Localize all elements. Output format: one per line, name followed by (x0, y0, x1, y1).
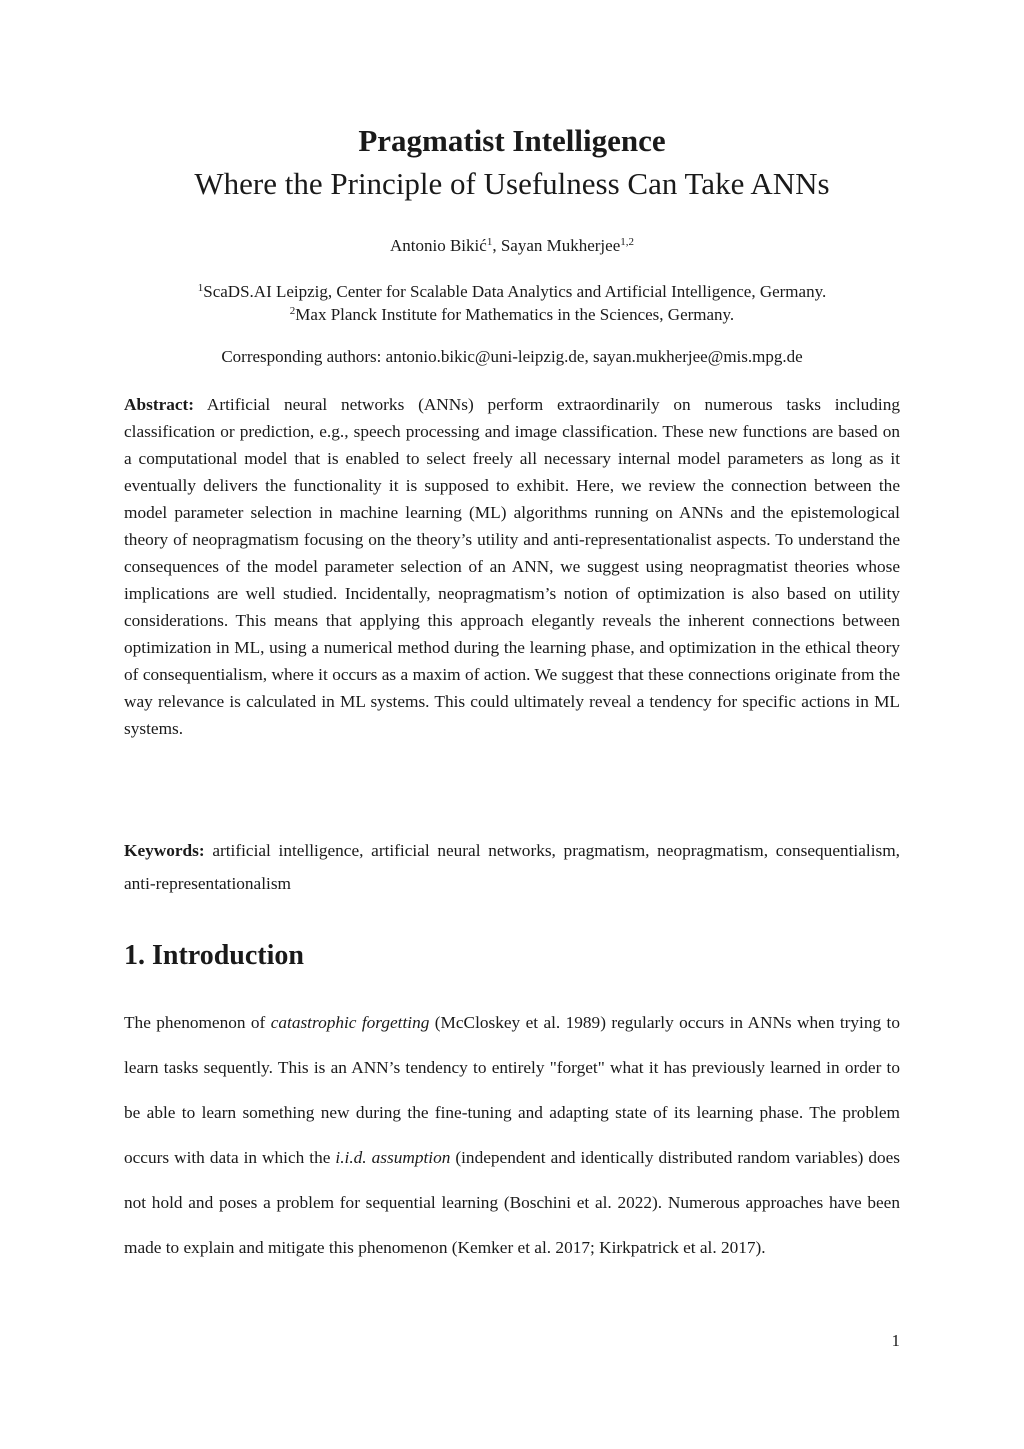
section-heading: 1. Introduction (124, 940, 304, 971)
intro-text: The phenomenon of (124, 1013, 271, 1032)
corresponding-authors: Corresponding authors: antonio.bikic@uni-leipzig.de, sayan.mukherjee@mis.mpg.de (221, 347, 803, 366)
affiliation-text: ScaDS.AI Leipzig, Center for Scalable Data Analytics and Artificial Intelligence, Germany. (203, 282, 827, 301)
introduction-paragraph (124, 1000, 900, 1270)
affiliation (0, 303, 1024, 326)
intro-emphasis: i.i.d. assumption (335, 1148, 451, 1167)
keywords-text: artificial intelligence, artificial neural networks, pragmatism, neopragmatism, consequentialism, anti-representationalism (124, 841, 900, 893)
affiliation-marker: 2 (289, 305, 296, 317)
affiliation (0, 280, 1024, 303)
author-name: Antonio Bikić (390, 236, 487, 255)
intro-text: (independent and identically distributed random variables) does not hold and poses a problem for sequential learning (Boschini et al. 2022). Numerous approaches have been made to explain and mitigate this phenomenon (Kemker et al. 2017; Kirkpatrick et al. 2017). (124, 1148, 901, 1257)
intro-text: (McCloskey et al. 1989) regularly occurs in ANNs when trying to learn tasks sequently. This is an ANN’s tendency to entirely "forget" what it has previously learned in order to be able to learn something new during the fine-tuning and adapting state of its learning phase. The problem occurs with data in which the (124, 1013, 900, 1167)
affiliation-text: Max Planck Institute for Mathematics in the Sciences, Germany. (295, 305, 735, 324)
affiliation-marker: 1 (197, 282, 204, 294)
intro-emphasis: catastrophic forgetting (270, 1013, 430, 1032)
author-name: Sayan Mukherjee (500, 236, 621, 255)
title-block (0, 120, 1024, 206)
author-separator: , (492, 236, 501, 255)
paper-subtitle: Where the Principle of Usefulness Can Take ANNs (194, 166, 830, 201)
abstract-label: Abstract: (124, 395, 195, 414)
author-affiliation-marker: 1 (486, 236, 493, 248)
paper-title: Pragmatist Intelligence (358, 123, 666, 158)
author-affiliation-marker: 1,2 (620, 236, 634, 248)
keywords-label: Keywords: (124, 841, 205, 860)
abstract (124, 391, 900, 742)
page-number: 1 (891, 1331, 900, 1350)
author-list (0, 234, 1024, 258)
abstract-text: Artificial neural networks (ANNs) perform extraordinarily on numerous tasks including classification or prediction, e.g., speech processing and image classification. These new functions are based on a computational model that is enabled to select freely all necessary internal model parameters as long as it eventually delivers the functionality it is supposed to exhibit. Here, we review the connection between the model parameter selection in machine learning (ML) algorithms running on ANNs and the epistemological theory of neopragmatism focusing on the theory’s utility and anti-representationalist aspects. To understand the consequences of the model parameter selection of an ANN, we suggest using neopragmatist theories whose implications are well studied. Incidentally, neopragmatism’s notion of optimization is also based on utility considerations. This means that applying this approach elegantly reveals the inherent connections between optimization in ML, using a numerical method during the learning phase, and optimization in the ethical theory of consequentialism, where it occurs as a maxim of action. We suggest that these connections originate from the way relevance is calculated in ML systems. This could ultimately reveal a tendency for specific actions in ML systems. (124, 395, 900, 738)
affiliation-list (0, 280, 1024, 326)
keywords (124, 834, 900, 900)
